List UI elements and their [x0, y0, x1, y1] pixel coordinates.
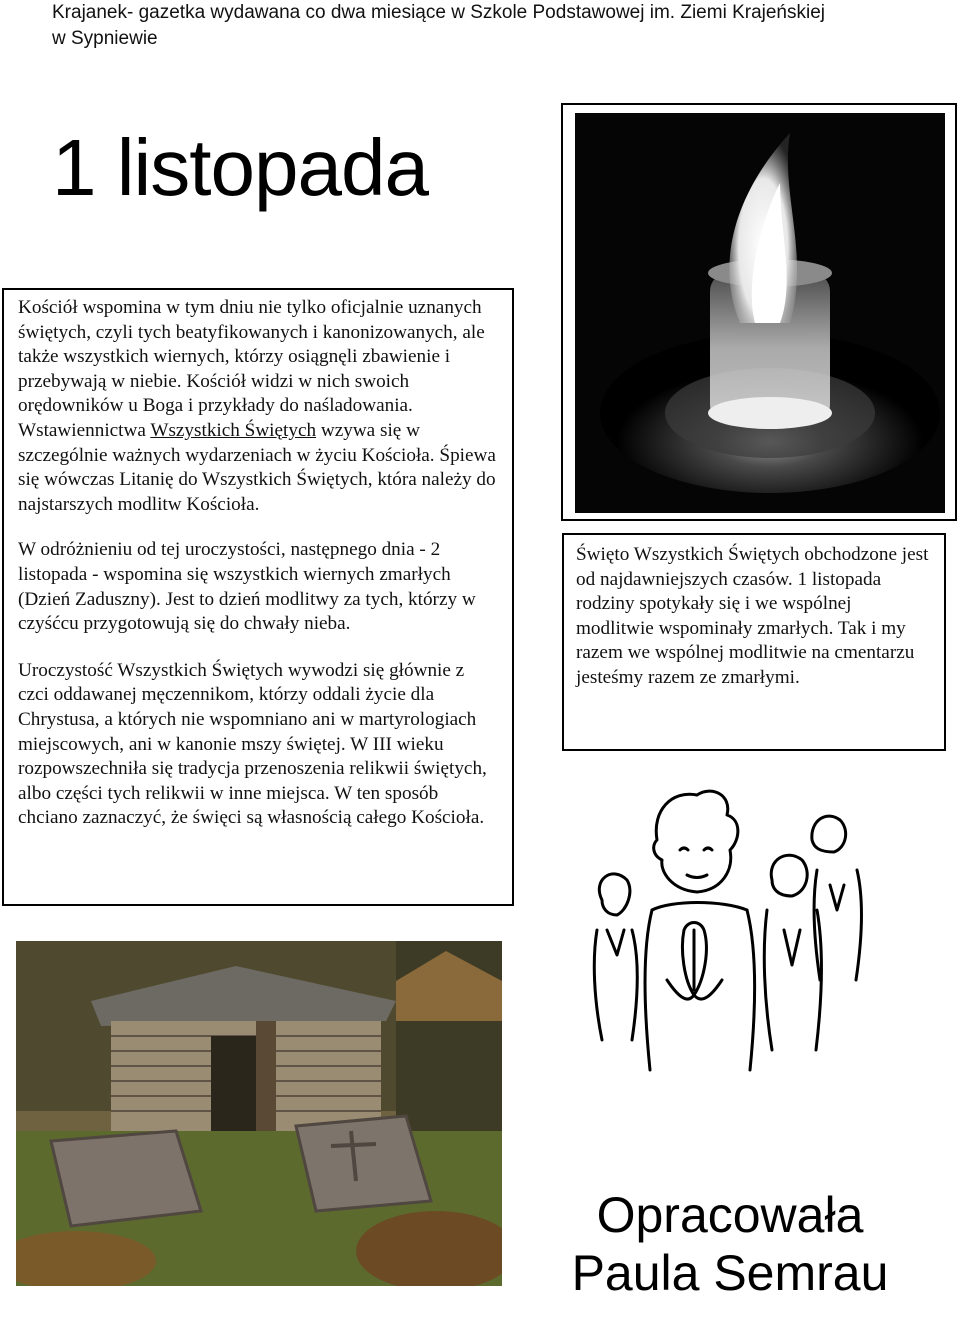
main-article-box	[2, 288, 514, 906]
credit-line-2: Paula Semrau	[571, 1245, 889, 1301]
newsletter-header	[52, 0, 872, 52]
tomb-photo-frame	[2, 933, 514, 1324]
header-line-2: w Sypniewie	[52, 28, 158, 49]
page-title: 1 listopada	[52, 123, 428, 212]
article-paragraph-3: Uroczystość Wszystkich Świętych wywodzi się głównie z czci oddawanej męczennikom, którzy oddali życie dla Chrystusa, a których nie wspomniano ani w martyrologiach miejscowych, ani w kanonie mszy świętej. W III wieku rozpowszechniła się tradycja przenoszenia relikwii świętych, albo części tych relikwii w inne miejsca. W ten sposób chciano zaznaczyć, że święci są własnością całego Kościoła.	[18, 659, 487, 829]
side-note-text: Święto Wszystkich Świętych obchodzone jest od najdawniejszych czasów. 1 listopada rodziny spotykały się i we wspólnej modlitwie wspominały zmarłych. Tak i my razem we wspólnej modlitwie na cmentarzu jesteśmy razem ze zmarłymi.	[576, 544, 929, 688]
article-paragraph-2: W odróżnieniu od tej uroczystości, następnego dnia - 2 listopada - wspomina się wszystkich wiernych zmarłych (Dzień Zaduszny). Jest to dzień modlitwy za tych, którzy w czyśćcu przygotowują się do chwały nieba.	[18, 539, 476, 635]
candle-photo-frame	[561, 103, 957, 521]
header-line-1: Krajanek- gazetka wydawana co dwa miesiące w Szkole Podstawowej im. Ziemi Krajeńskiej	[52, 2, 825, 23]
author-credit	[520, 1186, 940, 1302]
all-saints-link[interactable]: Wszystkich Świętych	[150, 419, 317, 441]
article-paragraph-1: Kościół wspomina w tym dniu nie tylko oficjalnie uznanych świętych, czyli tych beatyfikowanych i kanonizowanych, ale także wszystkich wiernych, którzy osiągnęli zbawienie i przebywają w niebie. Kościół widzi w nich swoich orędowników u Boga i przykłady do naśladowania. Wstawiennictwa Wszystkich Świętych wzywa się w szczególnie ważnych wydarzeniach w życiu Kościoła. Śpiewa się wówczas Litanię do Wszystkich Świętych, która należy do najstarszych modlitw Kościoła.	[18, 297, 496, 515]
credit-line-1: Opracowała	[596, 1187, 864, 1243]
side-note-box	[562, 533, 946, 751]
candle-photo	[575, 113, 945, 513]
mountain-tomb-photo	[16, 941, 502, 1286]
praying-people-drawing	[572, 780, 872, 1080]
